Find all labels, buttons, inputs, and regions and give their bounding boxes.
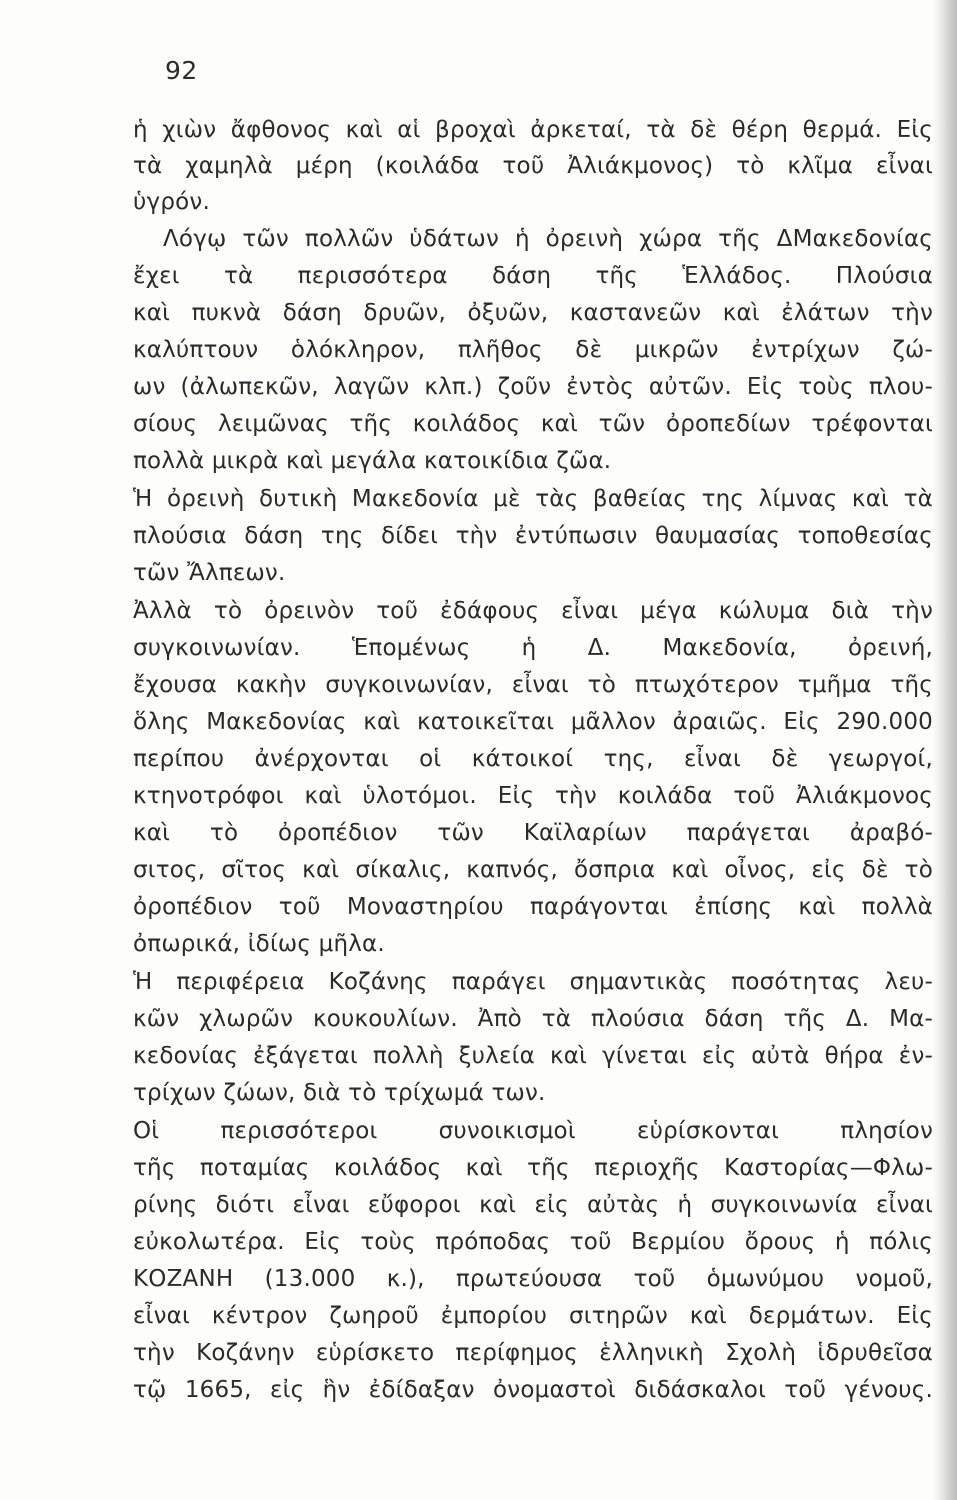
text-line: τὴν Κοζάνην εὑρίσκετο περίφημος ἑλληνικὴ Σχολὴ ἱδρυθεῖσα	[133, 1340, 933, 1366]
text-line: ὅλης Μακεδονίας καὶ κατοικεῖται μᾶλλον ἀραιῶς. Εἰς 290.000	[133, 709, 933, 735]
text-line: κτηνοτρόφοι καὶ ὑλοτόμοι. Εἰς τὴν κοιλάδα τοῦ Ἀλιάκμονος	[133, 783, 933, 809]
text-line: ΚΟΖΑΝΗ (13.000 κ.), πρωτεύουσα τοῦ ὁμωνύμου νομοῦ,	[133, 1266, 933, 1292]
text-line: Οἱ περισσότεροι συνοικισμοὶ εὑρίσκονται πλησίον	[133, 1118, 933, 1144]
text-line: ἔχουσα κακὴν συγκοινωνίαν, εἶναι τὸ πτωχότερον τμῆμα τῆς	[133, 672, 933, 698]
text-line: εὐκολωτέρα. Εἰς τοὺς πρόποδας τοῦ Βερμίου ὄρους ἡ πόλις	[133, 1229, 933, 1255]
text-line: ὑγρόν.	[133, 189, 210, 215]
text-line: ρίνης διότι εἶναι εὔφοροι καὶ εἰς αὐτὰς ἡ συγκοινωνία εἶναι	[133, 1192, 933, 1218]
text-line: ων (ἀλωπεκῶν, λαγῶν κλπ.) ζοῦν ἐντὸς αὐτῶν. Εἰς τοὺς πλου-	[133, 374, 933, 400]
text-line: καὶ πυκνὰ δάση δρυῶν, ὀξυῶν, καστανεῶν καὶ ἐλάτων τὴν	[133, 300, 933, 326]
text-line: κῶν χλωρῶν κουκουλίων. Ἀπὸ τὰ πλούσια δάση τῆς Δ. Μα-	[133, 1006, 933, 1032]
text-line: πολλὰ μικρὰ καὶ μεγάλα κατοικίδια ζῶα.	[133, 448, 612, 474]
text-line: Ἡ περιφέρεια Κοζάνης παράγει σημαντικὰς ποσότητας λευ-	[133, 969, 933, 995]
text-line: πλούσια δάση της δίδει τὴν ἐντύπωσιν θαυμασίας τοποθεσίας	[133, 523, 933, 549]
text-line: ὀπωρικά, ἰδίως μῆλα.	[133, 931, 385, 957]
text-line: καλύπτουν ὁλόκληρον, πλῆθος δὲ μικρῶν ἐντρίχων ζώ-	[133, 337, 933, 363]
text-line: τὰ χαμηλὰ μέρη (κοιλάδα τοῦ Ἀλιάκμονος) τὸ κλῖμα εἶναι	[133, 153, 933, 179]
text-line: Λόγῳ τῶν πολλῶν ὑδάτων ἡ ὀρεινὴ χώρα τῆς ΔΜακεδονίας	[163, 226, 933, 252]
page-edge-shadow	[933, 0, 957, 1500]
text-line: ἔχει τὰ περισσότερα δάση τῆς Ἑλλάδος. Πλούσια	[133, 263, 933, 289]
text-line: συγκοινωνίαν. Ἑπομένως ἡ Δ. Μακεδονία, ὀρεινή,	[133, 635, 933, 661]
text-line: κεδονίας ἐξάγεται πολλὴ ξυλεία καὶ γίνεται εἰς αὐτὰ θήρα ἐν-	[133, 1043, 933, 1069]
text-line: Ἀλλὰ τὸ ὀρεινὸν τοῦ ἐδάφους εἶναι μέγα κώλυμα διὰ τὴν	[133, 598, 933, 624]
text-line: ὀροπέδιον τοῦ Μοναστηρίου παράγονται ἐπίσης καὶ πολλὰ	[133, 894, 933, 920]
text-line: σίους λειμῶνας τῆς κοιλάδος καὶ τῶν ὀροπεδίων τρέφονται	[133, 411, 933, 437]
text-line: τῶν Ἄλπεων.	[133, 560, 286, 586]
page-number: 92	[165, 56, 198, 85]
text-line: τῆς ποταμίας κοιλάδος καὶ τῆς περιοχῆς Καστορίας—Φλω-	[133, 1155, 933, 1181]
text-line: τῷ 1665, εἰς ἣν ἐδίδαξαν ὀνομαστοὶ διδάσκαλοι τοῦ γένους.	[133, 1377, 933, 1403]
text-line: εἶναι κέντρον ζωηροῦ ἐμπορίου σιτηρῶν καὶ δερμάτων. Εἰς	[133, 1303, 933, 1329]
text-line: Ἡ ὀρεινὴ δυτικὴ Μακεδονία μὲ τὰς βαθείας της λίμνας καὶ τὰ	[133, 486, 933, 512]
text-line: καὶ τὸ ὀροπέδιον τῶν Καϊλαρίων παράγεται ἀραβό-	[133, 820, 933, 846]
text-line: ἡ χιὼν ἄφθονος καὶ αἱ βροχαὶ ἀρκεταί, τὰ δὲ θέρη θερμά. Εἰς	[133, 117, 933, 143]
text-line: σιτος, σῖτος καὶ σίκαλις, καπνός, ὄσπρια καὶ οἶνος, εἰς δὲ τὸ	[133, 857, 933, 883]
text-line: περίπου ἀνέρχονται οἱ κάτοικοί της, εἶναι δὲ γεωργοί,	[133, 746, 933, 772]
text-line: τρίχων ζώων, διὰ τὸ τρίχωμά των.	[133, 1080, 546, 1106]
